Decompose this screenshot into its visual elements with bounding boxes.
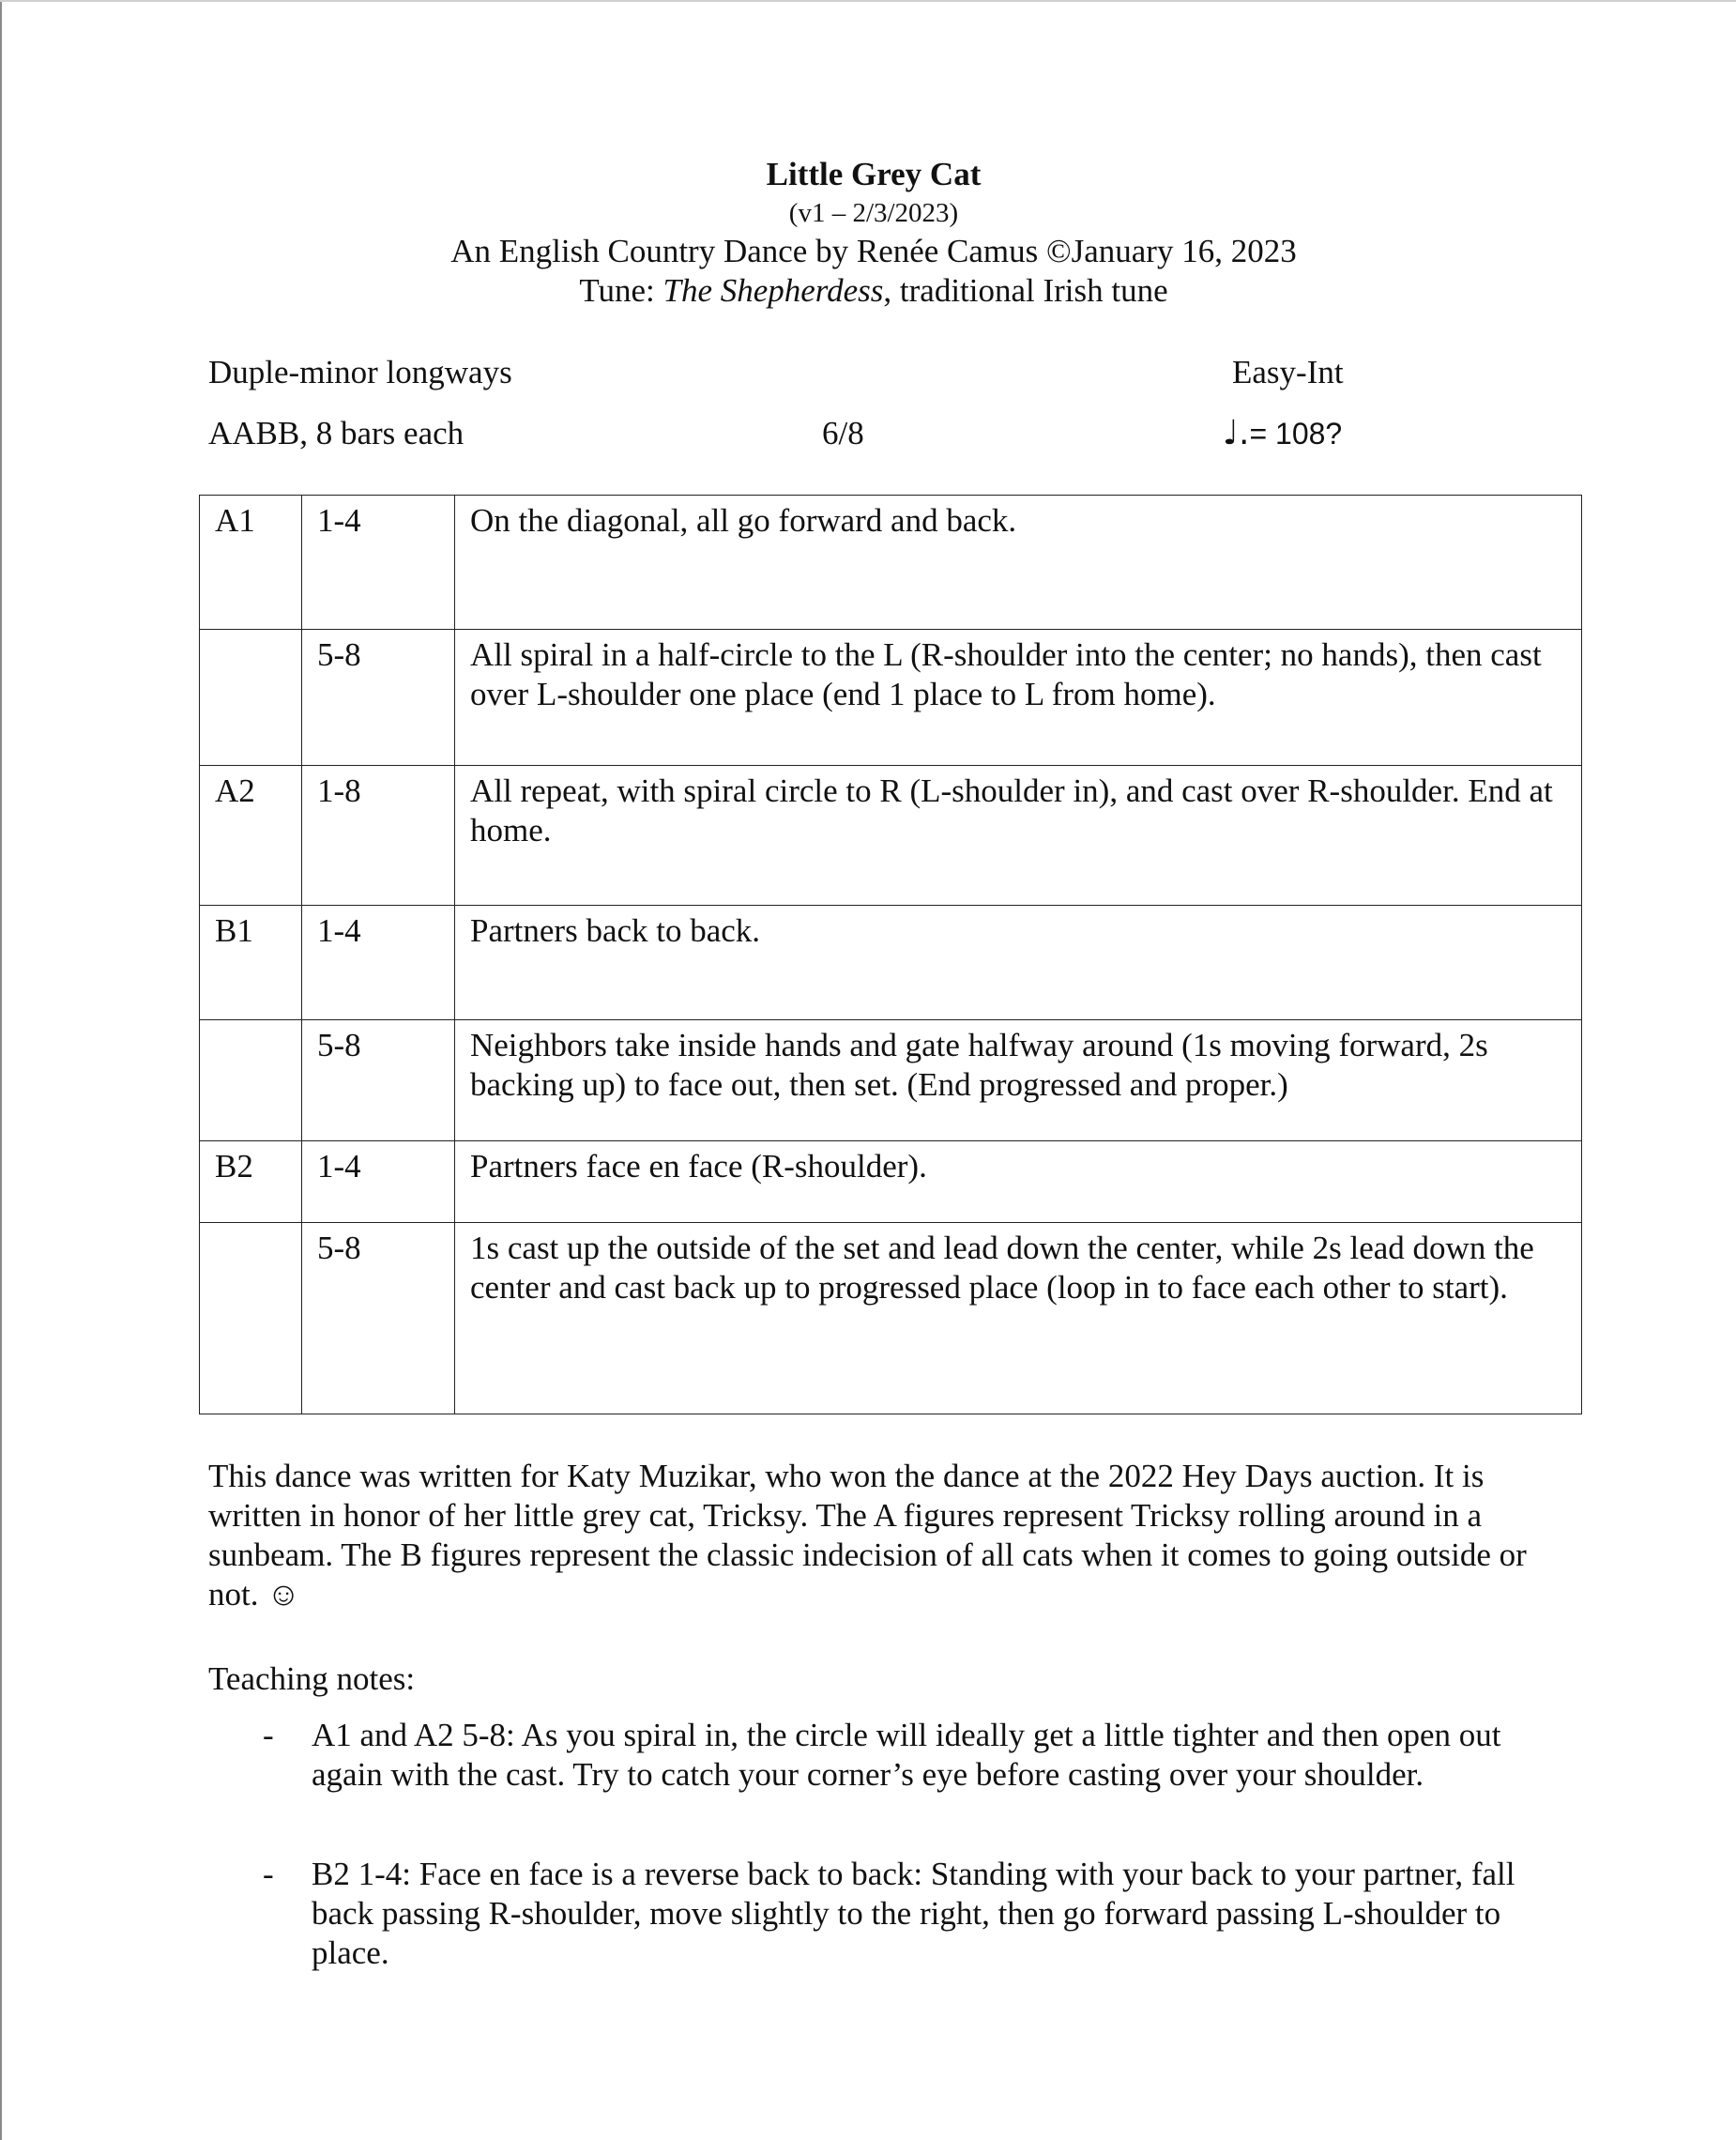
bars-cell: 5-8 xyxy=(302,1020,455,1141)
teaching-notes-heading: Teaching notes: xyxy=(208,1660,416,1697)
part-cell: A1 xyxy=(200,496,302,630)
teaching-note: B2 1-4: Face en face is a reverse back to back: Standing with your back to your partner, fall back passing R-shoulder, move slightly to the right, then go forward passing L-shoulder to place. xyxy=(312,1856,1515,1971)
figure-description: 1s cast up the outside of the set and lead down the center, while 2s lead down the center and cast back up to progressed place (loop in to face each other to start). xyxy=(455,1223,1582,1414)
figure-description: All repeat, with spiral circle to R (L-shoulder in), and cast over R-shoulder. End at home. xyxy=(455,766,1582,906)
dotted-quarter-note-icon: ♩. xyxy=(1223,414,1250,452)
part-cell xyxy=(200,1223,302,1414)
bullet-dash: - xyxy=(263,1717,274,1753)
tune-line xyxy=(0,271,1736,311)
table-row xyxy=(200,906,1582,1020)
difficulty-level: Easy-Int xyxy=(1232,354,1344,390)
page-top-edge xyxy=(0,0,1736,2)
table-row xyxy=(200,766,1582,906)
table-row xyxy=(200,1223,1582,1414)
bars-cell: 5-8 xyxy=(302,1223,455,1414)
bars-cell: 5-8 xyxy=(302,630,455,766)
tempo xyxy=(1223,415,1342,452)
dance-title: Little Grey Cat xyxy=(766,156,982,192)
title-block xyxy=(0,155,1736,311)
figure-description: Partners back to back. xyxy=(455,906,1582,1020)
part-cell xyxy=(200,1020,302,1141)
table-row xyxy=(200,1020,1582,1141)
bars-cell: 1-4 xyxy=(302,906,455,1020)
byline: An English Country Dance by Renée Camus ©January 16, 2023 xyxy=(450,233,1297,269)
formation: Duple-minor longways xyxy=(208,354,512,390)
bars-cell: 1-4 xyxy=(302,1141,455,1223)
version-line: (v1 – 2/3/2023) xyxy=(788,198,959,228)
tune-suffix: , traditional Irish tune xyxy=(883,272,1168,309)
dance-figures-table xyxy=(199,495,1582,1414)
figure-description: All spiral in a half-circle to the L (R-shoulder into the center; no hands), then cast over L-shoulder one place (end 1 place to L from home). xyxy=(455,630,1582,766)
figure-description: Neighbors take inside hands and gate halfway around (1s moving forward, 2s backing up) to face out, then set. (End progressed and proper.) xyxy=(455,1020,1582,1141)
part-cell: A2 xyxy=(200,766,302,906)
bullet-dash: - xyxy=(263,1856,274,1892)
part-cell: B2 xyxy=(200,1141,302,1223)
tune-prefix: Tune: xyxy=(579,272,663,309)
part-cell: B1 xyxy=(200,906,302,1020)
table-row xyxy=(200,496,1582,630)
table-row xyxy=(200,630,1582,766)
tune-title: The Shepherdess xyxy=(662,272,884,309)
figure-description: Partners face en face (R-shoulder). xyxy=(455,1141,1582,1223)
teaching-note: A1 and A2 5-8: As you spiral in, the circle will ideally get a little tighter and then open out again with the cast. Try to catch your corner’s eye before casting over your shoulder. xyxy=(312,1717,1501,1793)
time-signature: 6/8 xyxy=(822,415,864,451)
dedication-paragraph: This dance was written for Katy Muzikar, who won the dance at the 2022 Hey Days auction. It is written in honor of her little grey cat, Tricksy. The A figures represent Tricksy rolling around in a sunbeam. The B figures represent the classic indecision of all cats when it comes to going outside or not. ☺ xyxy=(208,1458,1527,1613)
bars-cell: 1-4 xyxy=(302,496,455,630)
tempo-value: = 108? xyxy=(1249,417,1343,451)
table-row xyxy=(200,1141,1582,1223)
tune-structure: AABB, 8 bars each xyxy=(208,415,464,451)
bars-cell: 1-8 xyxy=(302,766,455,906)
part-cell xyxy=(200,630,302,766)
page-left-edge xyxy=(0,0,2,2140)
figure-description: On the diagonal, all go forward and back. xyxy=(455,496,1582,630)
